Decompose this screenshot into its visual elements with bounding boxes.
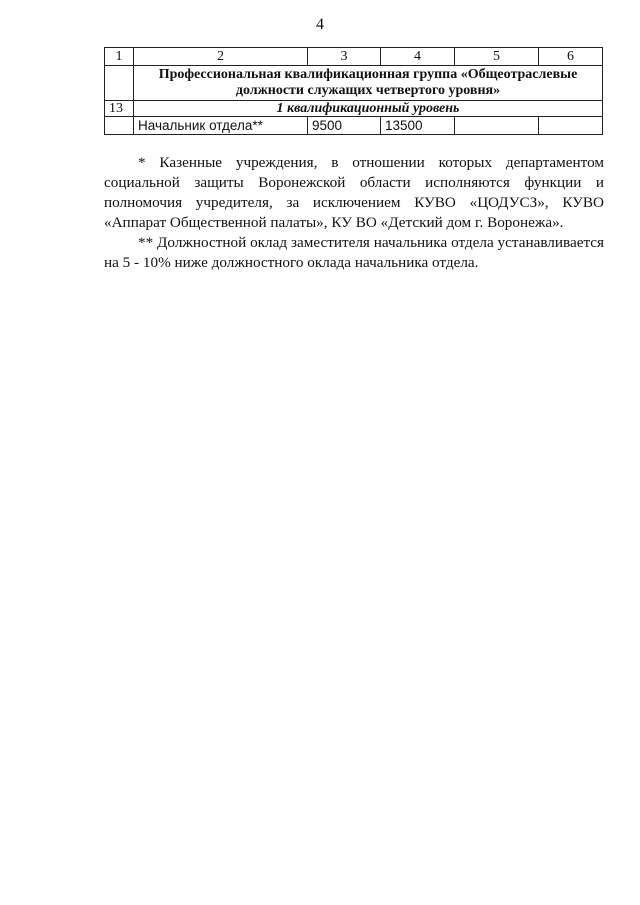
salary-table bbox=[104, 47, 603, 135]
level-title: 1 квалификационный уровень bbox=[134, 101, 603, 117]
footnotes bbox=[104, 153, 604, 273]
row-number-cell bbox=[105, 117, 134, 135]
group-title: Профессиональная квалификационная группа «Общеотраслевые должности служащих четвертого уровня» bbox=[134, 66, 603, 101]
value-cell-col5 bbox=[455, 117, 539, 135]
page-number: 4 bbox=[316, 16, 324, 33]
value-cell-col3: 9500 bbox=[308, 117, 381, 135]
table-header-row bbox=[105, 48, 603, 66]
column-header: 4 bbox=[381, 48, 455, 66]
group-number-cell bbox=[105, 66, 134, 101]
footnote-1: * Казенные учреждения, в отношении которых департаментом социальной защиты Воронежской области исполняются функции и полномочия учредителя, за исключением КУВО «ЦОДУСЗ», КУВО «Аппарат Общественной палаты», КУ ВО «Детский дом г. Воронежа». bbox=[104, 154, 604, 231]
group-row bbox=[105, 66, 603, 101]
position-cell: Начальник отдела** bbox=[134, 117, 308, 135]
value-cell-col6 bbox=[539, 117, 603, 135]
column-header: 2 bbox=[134, 48, 308, 66]
column-header: 5 bbox=[455, 48, 539, 66]
level-number: 13 bbox=[105, 101, 134, 117]
column-header: 1 bbox=[105, 48, 134, 66]
column-header: 6 bbox=[539, 48, 603, 66]
value-cell-col4: 13500 bbox=[381, 117, 455, 135]
footnote-2: ** Должностной оклад заместителя начальника отдела устанавливается на 5 - 10% ниже должностного оклада начальника отдела. bbox=[104, 234, 604, 271]
column-header: 3 bbox=[308, 48, 381, 66]
table-row bbox=[105, 117, 603, 135]
level-row bbox=[105, 101, 603, 117]
